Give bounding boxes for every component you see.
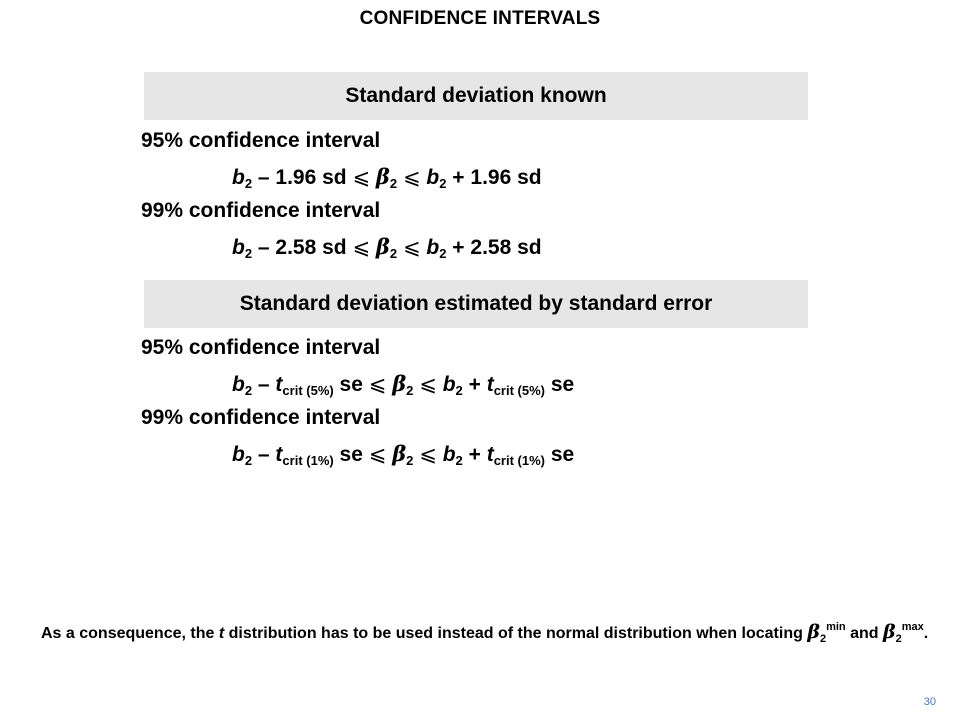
t-symbol: t — [218, 625, 225, 642]
leq-symbol: ⩽ — [402, 165, 421, 189]
se-term: se — [333, 443, 369, 466]
leq-symbol: ⩽ — [402, 235, 421, 259]
subscript: 2 — [439, 246, 447, 261]
slide-title: CONFIDENCE INTERVALS — [359, 8, 601, 29]
t-symbol: t — [275, 373, 283, 396]
b-symbol: b — [232, 373, 245, 396]
minus-sign: – — [252, 443, 276, 466]
superscript-max: max — [901, 621, 924, 633]
section-header-estimated: Standard deviation estimated by standard error — [144, 280, 808, 328]
t-crit-subscript: crit (5%) — [493, 383, 545, 398]
beta-symbol: β — [392, 371, 407, 396]
upper-term: + 1.96 sd — [446, 166, 542, 189]
lower-term: – 2.58 sd — [252, 236, 353, 259]
b-symbol: b — [232, 236, 245, 259]
beta-symbol: β — [882, 621, 896, 643]
footnote-text: . — [923, 625, 929, 642]
formula-95-known — [232, 165, 542, 196]
b-symbol: b — [442, 443, 456, 466]
plus-sign: + — [462, 373, 487, 396]
b-symbol: b — [426, 166, 440, 189]
t-symbol: t — [486, 443, 494, 466]
footnote-text: distribution has to be used instead of the normal distribution when locating — [224, 625, 808, 642]
subscript: 2 — [244, 383, 253, 398]
leq-symbol: ⩽ — [419, 442, 437, 466]
subscript: 2 — [819, 633, 827, 645]
beta-symbol: β — [392, 441, 407, 466]
section-header-known: Standard deviation known — [144, 72, 808, 120]
b-symbol: b — [232, 443, 245, 466]
b-symbol: b — [442, 373, 456, 396]
t-symbol: t — [486, 373, 494, 396]
minus-sign: – — [252, 373, 276, 396]
subscript: 2 — [389, 246, 398, 261]
leq-symbol: ⩽ — [419, 372, 437, 396]
subscript: 2 — [244, 246, 253, 261]
formula-99-estimated — [232, 442, 574, 473]
beta-symbol: β — [807, 621, 820, 643]
footnote-text: and — [845, 625, 883, 642]
interval-label-99-known: 99% confidence interval — [141, 199, 381, 222]
superscript-min: min — [826, 621, 846, 633]
subscript: 2 — [455, 383, 463, 398]
t-crit-subscript: crit (1%) — [282, 453, 334, 468]
t-crit-subscript: crit (1%) — [493, 453, 545, 468]
interval-label-95-estimated: 95% confidence interval — [141, 336, 381, 359]
se-term: se — [544, 373, 575, 396]
lower-term: – 1.96 sd — [252, 166, 353, 189]
beta-symbol: β — [375, 234, 390, 259]
leq-symbol: ⩽ — [352, 235, 371, 259]
se-term: se — [544, 443, 575, 466]
interval-label-99-estimated: 99% confidence interval — [141, 406, 381, 429]
subscript: 2 — [406, 383, 414, 398]
page-number: 30 — [923, 696, 936, 708]
b-symbol: b — [426, 236, 440, 259]
footnote — [41, 613, 931, 653]
formula-99-known — [232, 235, 542, 266]
leq-symbol: ⩽ — [368, 372, 387, 396]
se-term: se — [333, 373, 369, 396]
subscript: 2 — [244, 453, 253, 468]
formula-95-estimated — [232, 372, 574, 403]
t-symbol: t — [275, 443, 283, 466]
subscript: 2 — [406, 453, 414, 468]
subscript: 2 — [895, 633, 902, 645]
leq-symbol: ⩽ — [368, 442, 387, 466]
subscript: 2 — [244, 176, 253, 191]
plus-sign: + — [462, 443, 487, 466]
footnote-text: As a consequence, the — [41, 625, 219, 642]
subscript: 2 — [389, 176, 398, 191]
interval-label-95-known: 95% confidence interval — [141, 129, 381, 152]
subscript: 2 — [455, 453, 463, 468]
b-symbol: b — [232, 166, 245, 189]
t-crit-subscript: crit (5%) — [282, 383, 334, 398]
subscript: 2 — [439, 176, 447, 191]
leq-symbol: ⩽ — [352, 165, 371, 189]
upper-term: + 2.58 sd — [446, 236, 542, 259]
beta-symbol: β — [375, 164, 390, 189]
